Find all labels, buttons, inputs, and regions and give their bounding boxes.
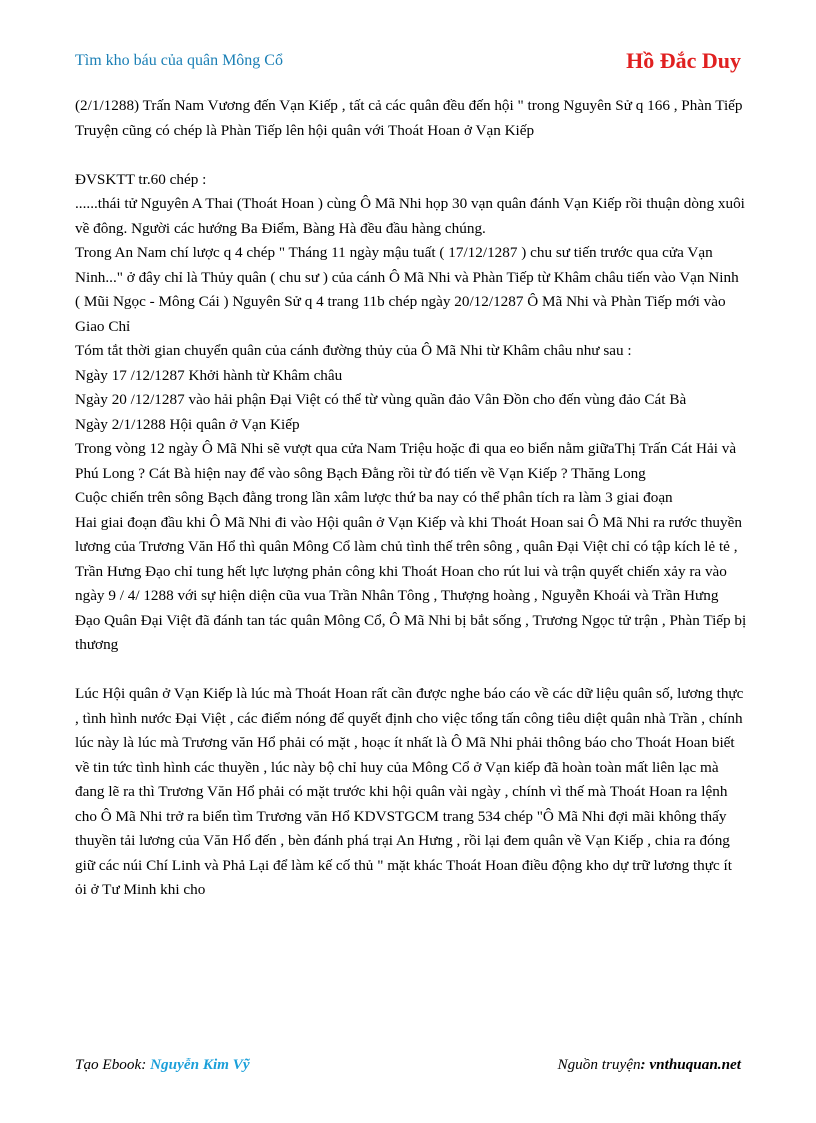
paragraph: Hai giai đoạn đầu khi Ô Mã Nhi đi vào Hội quân ở Vạn Kiếp và khi Thoát Hoan sai Ô Mã Nhi ra rước thuyền lương của Trương Văn Hổ thì quân Mông Cổ làm chủ tình thế trên sông , quân Đại Việt chỉ có tập kích lẻ tẻ , Trần Hưng Đạo chỉ tung hết lực lượng phản công khi Thoát Hoan cho rút lui và trận quyết chiến xảy ra vào ngày 9 / 4/ 1288 với sự hiện diện cũa vua Trần Nhân Tông , Thượng hoàng , Nguyễn Khoái và Trần Hưng Đạo Quân Đại Việt đã đánh tan tác quân Mông Cổ, Ô Mã Nhi bị bắt sống , Trương Ngọc tử trận , Phàn Tiếp bị thương	[75, 513, 747, 653]
source-label: Nguồn truyện	[557, 1056, 641, 1073]
paragraph: Tóm tắt thời gian chuyển quân của cánh đường thủy của Ô Mã Nhi từ Khâm châu như sau :	[75, 342, 632, 359]
source-site: vnthuquan.net	[649, 1056, 741, 1073]
author-name: Hồ Đắc Duy	[626, 48, 741, 73]
paragraph: Ngày 17 /12/1287 Khởi hành từ Khâm châu	[75, 366, 343, 384]
page-body	[75, 94, 747, 903]
paragraph: ......thái tử Nguyên A Thai (Thoát Hoan ) cùng Ô Mã Nhi họp 30 vạn quân đánh Vạn Kiếp rồi thuận dòng xuôi về đông. Người các hướng Ba Điểm, Bàng Hà đều đầu hàng chúng.	[75, 195, 745, 237]
source-separator: :	[640, 1056, 650, 1073]
paragraph: Trong vòng 12 ngày Ô Mã Nhi sẽ vượt qua cửa Nam Triệu hoặc đi qua eo biển nằm giữaThị Trấn Cát Hải và Phú Long ? Cát Bà hiện nay để vào sông Bạch Đằng rồi từ đó tiến về Vạn Kiếp ? Thăng Long	[75, 440, 737, 482]
paragraph: Ngày 20 /12/1287 vào hải phận Đại Việt có thể từ vùng quần đảo Vân Đồn cho đến vùng đảo Cát Bà	[75, 391, 687, 408]
book-title: Tìm kho báu của quân Mông Cổ	[75, 52, 283, 69]
ebook-separator: :	[141, 1056, 151, 1073]
paragraph: (2/1/1288) Trấn Nam Vương đến Vạn Kiếp , tất cả các quân đều đến hội " trong Nguyên Sử q 166 , Phàn Tiếp Truyện cũng có chép là Phàn Tiếp lên hội quân với Thoát Hoan ở Vạn Kiếp	[75, 97, 743, 139]
page-footer	[75, 1056, 741, 1078]
page-header	[75, 48, 741, 78]
paragraph: Trong An Nam chí lược q 4 chép " Tháng 11 ngày mậu tuất ( 17/12/1287 ) chu sư tiến trước qua cửa Vạn Ninh..." ở đây chỉ là Thủy quân ( chu sư ) của cánh Ô Mã Nhi và Phàn Tiếp từ Khâm châu tiến vào Vạn Ninh ( Mũi Ngọc - Mông Cái ) Nguyên Sử q 4 trang 11b chép ngày 20/12/1287 Ô Mã Nhi và Phàn Tiếp mới vào Giao Chỉ	[75, 244, 739, 335]
paragraph: Cuộc chiến trên sông Bạch đằng trong lần xâm lược thứ ba nay có thể phân tích ra làm 3 giai đoạn	[75, 489, 673, 506]
paragraph: Ngày 2/1/1288 Hội quân ở Vạn Kiếp	[75, 415, 300, 433]
ebook-creator-name: Nguyễn Kim Vỹ	[150, 1056, 250, 1073]
ebook-label: Tạo Ebook	[75, 1056, 142, 1073]
source-credit	[557, 1056, 741, 1074]
paragraph: Lúc Hội quân ở Vạn Kiếp là lúc mà Thoát Hoan rất cần được nghe báo cáo về các dữ liệu quân số, lương thực , tình hình nước Đại Việt , các điểm nóng để quyết định cho việc tổng tấn công tiêu diệt quân nhà Trần , chính lúc này là lúc mà Trương văn Hổ phải có mặt , hoạc ít nhất là Ô Mã Nhi phải thông báo cho Thoát Hoan biết về tin tức tình hình các thuyền , lúc này bộ chỉ huy của Mông Cổ ở Vạn kiếp đã hoàn toàn mất liên lạc mà đang lẽ ra thì Trương Văn Hổ phải có mặt trước khi hội quân vài ngày , chính vì thế mà Thoát Hoan ra lệnh cho Ô Mã Nhi trở ra biển tìm Trương văn Hổ KDVSTGCM trang 534 chép "Ô Mã Nhi đợi mãi không thấy thuyền tải lương của Văn Hổ đến , bèn đánh phá trại An Hưng , rồi lại đem quân về Vạn Kiếp , chia ra đóng giữ các núi Chí Linh và Phả Lại để làm kế cố thủ " mặt khác Thoát Hoan điều động kho dự trữ lương thực ít ỏi ở Tư Minh khi cho	[75, 685, 744, 898]
paragraph: ĐVSKTT tr.60 chép :	[75, 170, 207, 188]
ebook-credit	[75, 1056, 250, 1074]
